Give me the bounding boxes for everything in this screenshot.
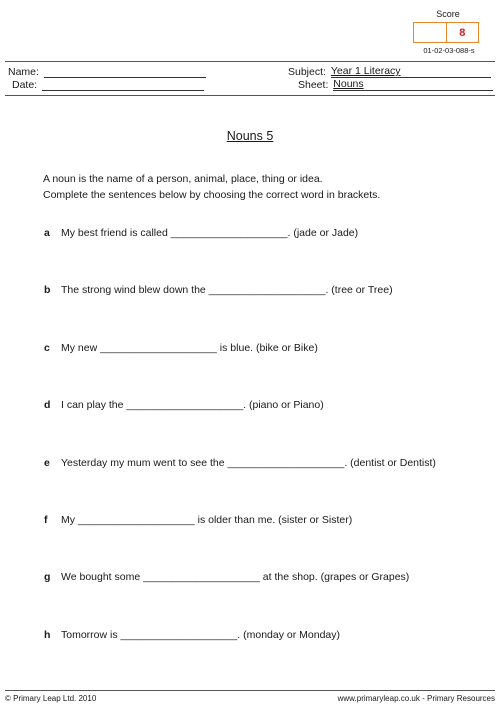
question-text: Yesterday my mum went to see the ____________________. (dentist or Dentist) <box>61 457 436 469</box>
question-letter: d <box>44 399 51 411</box>
question-text: Tomorrow is ____________________. (monday or Monday) <box>61 629 341 641</box>
name-label: Name: <box>8 66 39 78</box>
question-f <box>44 514 352 526</box>
question-text: I can play the ____________________. (piano or Piano) <box>61 399 324 411</box>
subject-value: Year 1 Literacy <box>331 65 491 78</box>
question-g <box>44 571 409 583</box>
footer-website: www.primaryleap.co.uk - Primary Resources <box>337 694 495 703</box>
question-b <box>44 284 393 296</box>
score-label: Score <box>436 9 460 19</box>
sheet-field <box>298 78 493 91</box>
intro-line-2: Complete the sentences below by choosing the correct word in brackets. <box>43 189 381 201</box>
score-box <box>413 22 479 43</box>
question-letter: h <box>44 629 51 641</box>
question-letter: g <box>44 571 51 583</box>
intro-line-1: A noun is the name of a person, animal, place, thing or idea. <box>43 173 323 185</box>
header-bottom-rule <box>5 95 495 96</box>
question-letter: e <box>44 457 50 469</box>
question-letter: c <box>44 342 50 354</box>
question-e <box>44 457 436 469</box>
subject-field <box>288 65 491 78</box>
footer-rule <box>5 690 495 691</box>
question-text: The strong wind blew down the ____________________. (tree or Tree) <box>61 284 393 296</box>
name-field <box>8 65 206 78</box>
question-text: We bought some ____________________ at the shop. (grapes or Grapes) <box>61 571 410 583</box>
sheet-value: Nouns <box>333 78 493 91</box>
question-text: My ____________________ is older than me. (sister or Sister) <box>61 514 353 526</box>
date-label: Date: <box>12 79 38 91</box>
header-top-rule <box>5 61 495 62</box>
question-letter: f <box>44 514 48 526</box>
question-d <box>44 399 324 411</box>
name-line[interactable] <box>44 65 206 78</box>
page-title: Nouns 5 <box>226 129 274 143</box>
question-text: My new ____________________ is blue. (bike or Bike) <box>61 342 318 354</box>
sheet-code: 01-02-03-088-s <box>423 46 475 55</box>
footer-copyright: © Primary Leap Ltd. 2010 <box>5 694 97 703</box>
sheet-label: Sheet: <box>298 79 329 91</box>
subject-label: Subject: <box>288 66 326 78</box>
date-field <box>12 78 204 91</box>
score-value: 8 <box>459 26 466 39</box>
question-a <box>44 227 358 239</box>
question-letter: b <box>44 284 51 296</box>
date-line[interactable] <box>42 78 204 91</box>
score-blank-cell <box>414 23 447 42</box>
question-text: My best friend is called ____________________. (jade or Jade) <box>61 227 359 239</box>
question-c <box>44 342 318 354</box>
question-h <box>44 629 340 641</box>
question-letter: a <box>44 227 50 239</box>
